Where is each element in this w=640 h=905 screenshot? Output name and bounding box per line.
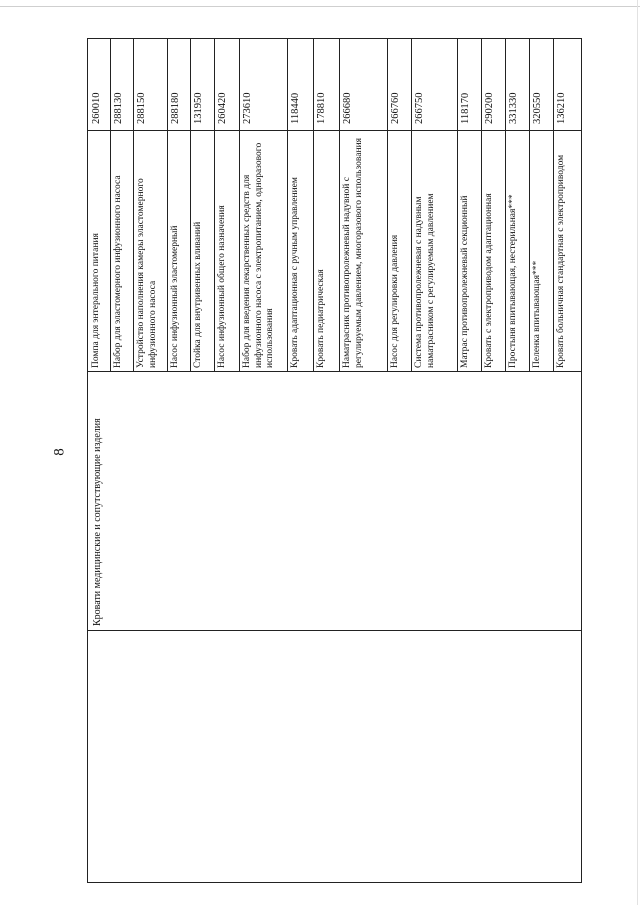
device-name: Кровать с электроприводом адаптационная <box>484 193 494 368</box>
device-name: Матрас противопролежневый секционный <box>460 195 470 368</box>
device-name: Кровать больничная стандартная с электроприводом <box>556 154 566 368</box>
device-code: 136210 <box>556 92 567 124</box>
device-code: 178810 <box>316 92 327 124</box>
row-divider <box>387 39 388 130</box>
row-divider <box>287 131 288 371</box>
row-divider <box>529 39 530 130</box>
row-divider <box>287 39 288 130</box>
row-divider <box>133 39 134 130</box>
device-code: 320550 <box>532 92 543 124</box>
device-name: Насос инфузионный эластомерный <box>170 225 180 368</box>
page-number: 8 <box>51 448 68 456</box>
device-name: Кровать адаптационная с ручным управлением <box>290 177 300 368</box>
row-divider <box>457 131 458 371</box>
device-name: Наматрасник противопролежневый надувной с регулируемым давлением, многоразового использования <box>342 137 364 368</box>
device-table <box>87 38 582 883</box>
device-code: 118440 <box>290 92 301 124</box>
device-name: Набор для эластомерного инфузионного насоса <box>113 175 123 368</box>
device-name: Система противопролежневая с надувным наматрасником с регулируемым давлением <box>414 193 436 368</box>
row-divider <box>239 39 240 130</box>
row-divider <box>339 131 340 371</box>
row-divider <box>505 39 506 130</box>
row-divider <box>481 131 482 371</box>
device-code: 288180 <box>170 92 181 124</box>
table-wrapper <box>87 38 582 883</box>
device-name: Кровать педиатрическая <box>316 269 326 368</box>
row-divider <box>110 131 111 371</box>
device-name: Пеленка впитывающая*** <box>532 260 542 368</box>
group-cell <box>88 630 581 882</box>
device-name: Стойка для внутривенных вливаний <box>193 221 203 368</box>
device-code: 290200 <box>484 92 495 124</box>
right-edge-rule <box>637 0 638 905</box>
row-divider <box>167 131 168 371</box>
device-name: Насос инфузионный общего назначения <box>217 205 227 368</box>
row-divider <box>411 131 412 371</box>
device-code: 266680 <box>342 92 353 124</box>
row-divider <box>457 39 458 130</box>
row-divider <box>529 131 530 371</box>
device-name: Устройство наполнения камеры эластомерного инфузионного насоса <box>136 178 158 368</box>
device-code: 273610 <box>242 92 253 124</box>
row-divider <box>133 131 134 371</box>
row-divider <box>553 39 554 130</box>
device-name: Насос для регулировки давления <box>390 234 400 368</box>
device-code-column <box>88 39 581 131</box>
device-code: 260010 <box>91 92 102 124</box>
row-divider <box>214 39 215 130</box>
row-divider <box>167 39 168 130</box>
device-code: 118170 <box>460 92 471 124</box>
device-code: 131950 <box>193 92 204 124</box>
device-code: 331330 <box>508 92 519 124</box>
device-code: 288150 <box>136 92 147 124</box>
device-name-column <box>88 131 581 371</box>
device-name: Помпа для энтерального питания <box>91 233 101 368</box>
device-code: 288130 <box>113 92 124 124</box>
category-cell <box>88 371 581 630</box>
device-code: 266760 <box>390 92 401 124</box>
device-name: Простыня впитывающая, нестерильная*** <box>508 194 518 368</box>
row-divider <box>214 131 215 371</box>
top-edge-rule <box>0 6 640 7</box>
row-divider <box>239 131 240 371</box>
row-divider <box>190 131 191 371</box>
device-code: 260420 <box>217 92 228 124</box>
row-divider <box>411 39 412 130</box>
row-divider <box>387 131 388 371</box>
row-divider <box>313 131 314 371</box>
row-divider <box>313 39 314 130</box>
row-divider <box>553 131 554 371</box>
row-divider <box>481 39 482 130</box>
row-divider <box>110 39 111 130</box>
row-divider <box>339 39 340 130</box>
device-name: Набор для введения лекарственных средств для инфузионного насоса с электропитанием, одноразового использования <box>242 142 275 368</box>
category-label: Кровати медицинские и сопутствующие изделия <box>92 418 103 626</box>
device-code: 266750 <box>414 92 425 124</box>
row-divider <box>505 131 506 371</box>
row-divider <box>190 39 191 130</box>
